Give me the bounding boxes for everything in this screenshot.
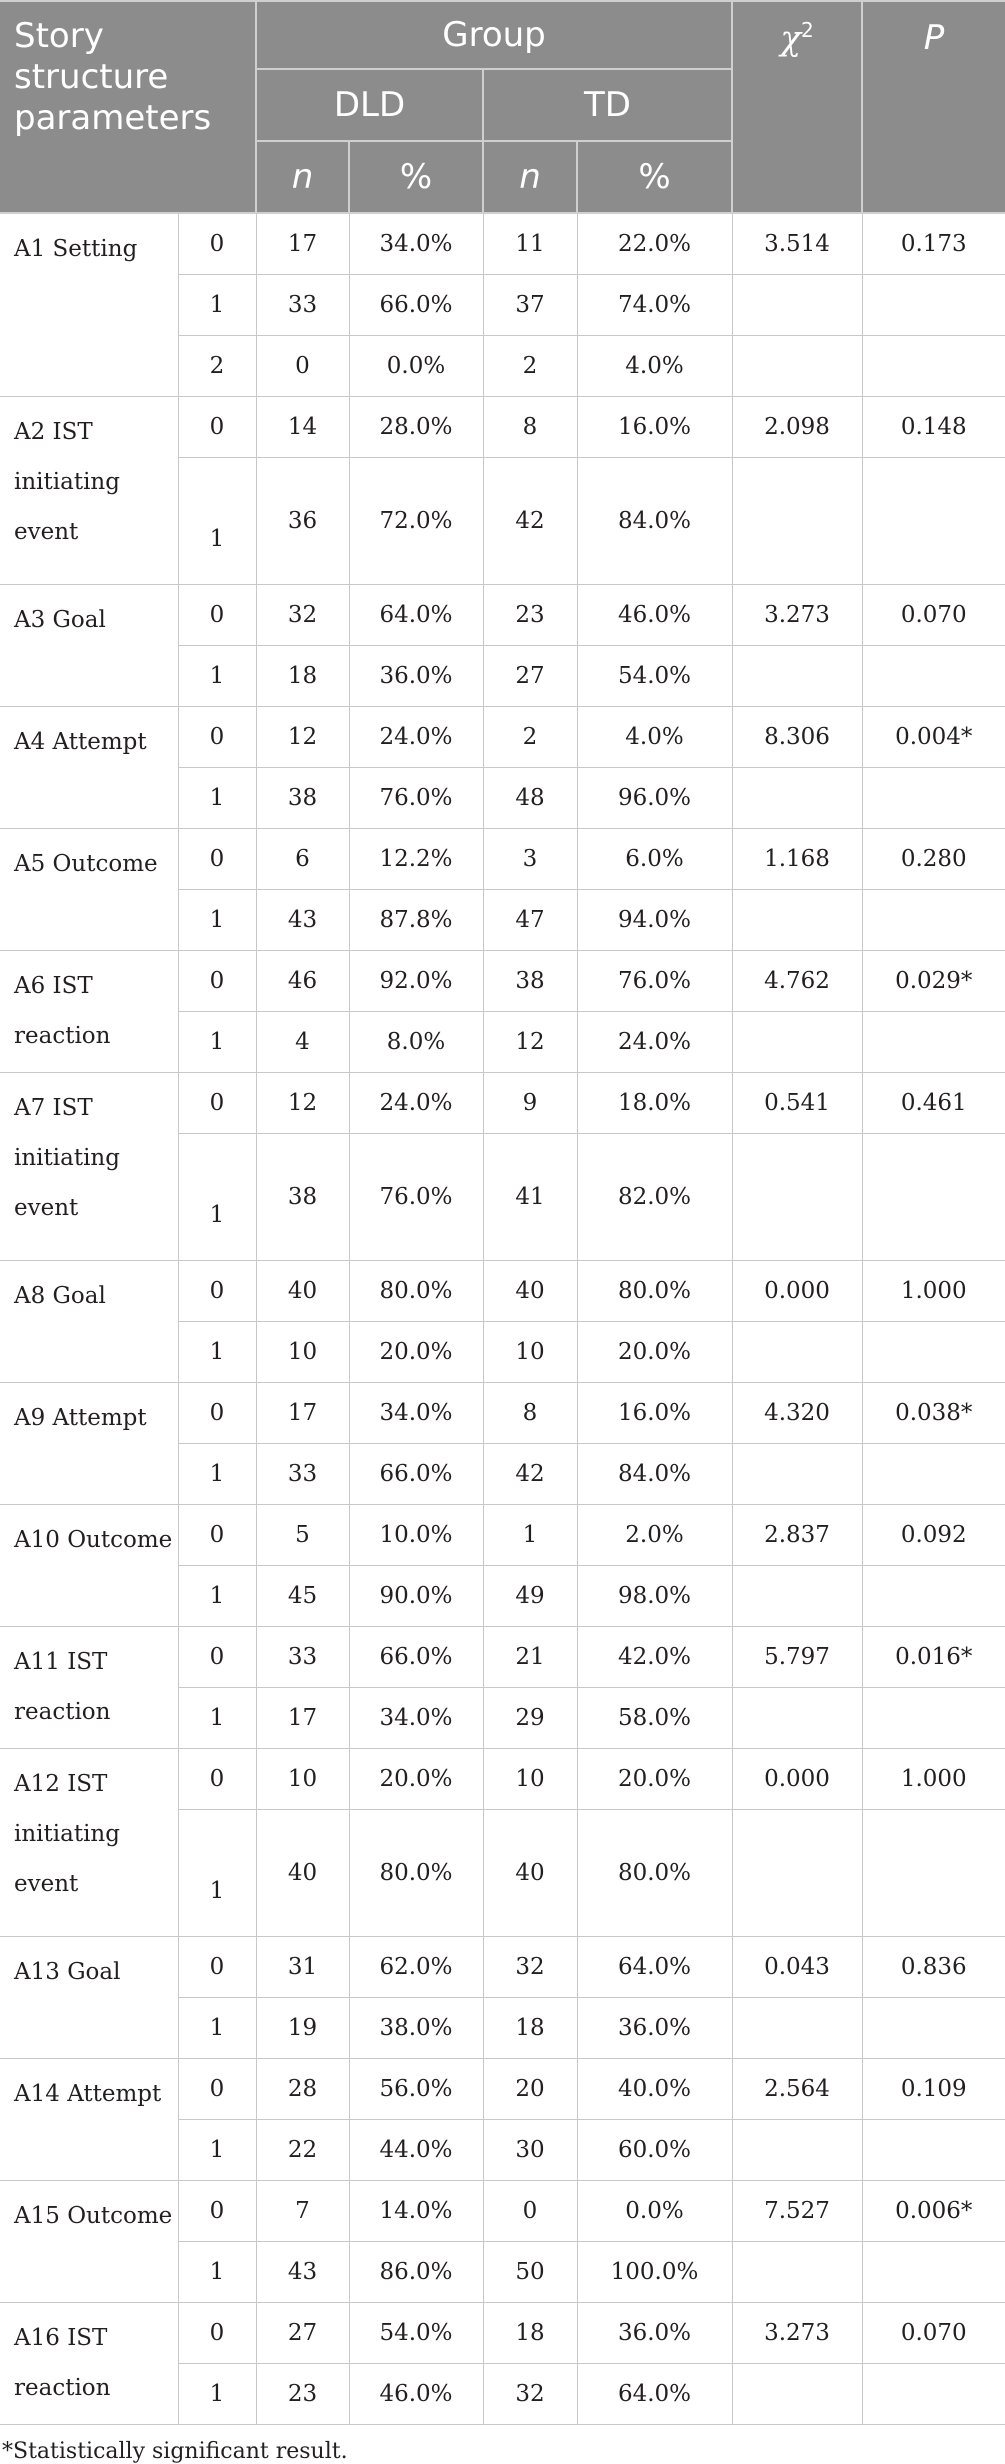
dld-percent-cell: 86.0%: [349, 2242, 483, 2303]
td-percent-cell: 18.0%: [577, 1073, 732, 1134]
dld-percent-cell: 64.0%: [349, 585, 483, 646]
td-percent-cell: 6.0%: [577, 829, 732, 890]
table-row: [0, 1383, 1005, 1444]
table-header: [0, 1, 1005, 213]
td-percent-cell: 98.0%: [577, 1566, 732, 1627]
p-value: 1.000: [862, 1749, 1005, 1810]
td-header: TD: [483, 69, 732, 141]
score-code: 0: [178, 1627, 256, 1688]
dld-percent-cell: 20.0%: [349, 1749, 483, 1810]
td-n-header: n: [483, 141, 577, 213]
parameter-label: A9 Attempt: [0, 1383, 178, 1505]
td-n-cell: 3: [483, 829, 577, 890]
empty-cell: [732, 1322, 862, 1383]
td-percent-cell: 20.0%: [577, 1322, 732, 1383]
p-value: 0.461: [862, 1073, 1005, 1134]
dld-n-cell: 31: [256, 1937, 349, 1998]
chi-square-value: 2.564: [732, 2059, 862, 2120]
parameter-label: A7 IST initiating event: [0, 1073, 178, 1261]
td-n-cell: 23: [483, 585, 577, 646]
dld-n-cell: 22: [256, 2120, 349, 2181]
chi-square-value: 2.098: [732, 397, 862, 458]
empty-cell: [862, 1566, 1005, 1627]
score-code: 0: [178, 1505, 256, 1566]
chi-symbol: χ: [780, 18, 801, 59]
dld-percent-cell: 36.0%: [349, 646, 483, 707]
dld-n-cell: 10: [256, 1749, 349, 1810]
table-row: [0, 397, 1005, 458]
td-percent-cell: 2.0%: [577, 1505, 732, 1566]
table-row: [0, 951, 1005, 1012]
empty-cell: [732, 1134, 862, 1261]
empty-cell: [862, 1012, 1005, 1073]
dld-percent-cell: 12.2%: [349, 829, 483, 890]
dld-n-cell: 40: [256, 1261, 349, 1322]
empty-cell: [862, 2242, 1005, 2303]
table-row: [0, 2303, 1005, 2364]
dld-n-cell: 0: [256, 336, 349, 397]
dld-n-cell: 4: [256, 1012, 349, 1073]
td-percent-cell: 36.0%: [577, 2303, 732, 2364]
td-n-cell: 8: [483, 1383, 577, 1444]
td-percent-cell: 46.0%: [577, 585, 732, 646]
dld-n-cell: 17: [256, 1383, 349, 1444]
empty-cell: [862, 1688, 1005, 1749]
chi-square-value: 0.000: [732, 1261, 862, 1322]
p-value: 0.038*: [862, 1383, 1005, 1444]
empty-cell: [732, 1566, 862, 1627]
empty-cell: [862, 1322, 1005, 1383]
dld-percent-cell: 10.0%: [349, 1505, 483, 1566]
dld-percent-cell: 90.0%: [349, 1566, 483, 1627]
footnote: *Statistically significant result.: [2, 2439, 348, 2464]
dld-n-cell: 27: [256, 2303, 349, 2364]
chi-square-value: 1.168: [732, 829, 862, 890]
empty-cell: [732, 890, 862, 951]
empty-cell: [732, 2364, 862, 2425]
chi-square-value: 5.797: [732, 1627, 862, 1688]
dld-percent-cell: 14.0%: [349, 2181, 483, 2242]
td-n-cell: 2: [483, 707, 577, 768]
p-value: 0.173: [862, 213, 1005, 275]
dld-percent-cell: 80.0%: [349, 1261, 483, 1322]
p-value: 0.148: [862, 397, 1005, 458]
td-n-cell: 42: [483, 458, 577, 585]
td-n-cell: 8: [483, 397, 577, 458]
score-code: 1: [178, 1688, 256, 1749]
chi-square-value: 3.273: [732, 2303, 862, 2364]
empty-cell: [862, 768, 1005, 829]
parameter-label: A14 Attempt: [0, 2059, 178, 2181]
dld-n-cell: 32: [256, 585, 349, 646]
td-n-cell: 1: [483, 1505, 577, 1566]
parameter-label: A2 IST initiating event: [0, 397, 178, 585]
table-row: [0, 213, 1005, 275]
parameter-label: A16 IST reaction: [0, 2303, 178, 2425]
table-row: [0, 1937, 1005, 1998]
parameter-label: A11 IST reaction: [0, 1627, 178, 1749]
td-n-cell: 20: [483, 2059, 577, 2120]
td-n-cell: 32: [483, 2364, 577, 2425]
table-body: [0, 213, 1005, 2425]
dld-n-cell: 38: [256, 1134, 349, 1261]
dld-percent-cell: 24.0%: [349, 707, 483, 768]
parameter-label: A4 Attempt: [0, 707, 178, 829]
td-n-cell: 9: [483, 1073, 577, 1134]
score-code: 2: [178, 336, 256, 397]
empty-cell: [732, 1012, 862, 1073]
td-percent-cell: 22.0%: [577, 213, 732, 275]
chi-square-value: 3.273: [732, 585, 862, 646]
score-code: 1: [178, 1998, 256, 2059]
td-n-cell: 2: [483, 336, 577, 397]
dld-n-cell: 17: [256, 1688, 349, 1749]
table-row: [0, 829, 1005, 890]
dld-n-cell: 17: [256, 213, 349, 275]
chi-square-value: 0.541: [732, 1073, 862, 1134]
td-percent-cell: 60.0%: [577, 2120, 732, 2181]
empty-cell: [732, 275, 862, 336]
chi-square-value: 4.762: [732, 951, 862, 1012]
empty-cell: [862, 2364, 1005, 2425]
parameter-label: A6 IST reaction: [0, 951, 178, 1073]
dld-percent-cell: 34.0%: [349, 1383, 483, 1444]
dld-n-cell: 36: [256, 458, 349, 585]
score-code: 1: [178, 2364, 256, 2425]
dld-n-cell: 40: [256, 1810, 349, 1937]
td-percent-cell: 74.0%: [577, 275, 732, 336]
dld-percent-cell: 66.0%: [349, 275, 483, 336]
td-n-cell: 11: [483, 213, 577, 275]
td-percent-cell: 0.0%: [577, 2181, 732, 2242]
td-percent-cell: 82.0%: [577, 1134, 732, 1261]
score-code: 1: [178, 890, 256, 951]
p-value: 0.836: [862, 1937, 1005, 1998]
p-value: 0.092: [862, 1505, 1005, 1566]
empty-cell: [732, 1688, 862, 1749]
dld-percent-cell: 87.8%: [349, 890, 483, 951]
dld-percent-cell: 20.0%: [349, 1322, 483, 1383]
dld-percent-cell: 66.0%: [349, 1627, 483, 1688]
td-n-cell: 0: [483, 2181, 577, 2242]
td-percent-cell: 16.0%: [577, 397, 732, 458]
table-row: [0, 2059, 1005, 2120]
dld-n-cell: 6: [256, 829, 349, 890]
td-percent-header: %: [577, 141, 732, 213]
score-code: 1: [178, 458, 256, 585]
empty-cell: [862, 2120, 1005, 2181]
score-code: 1: [178, 646, 256, 707]
dld-percent-cell: 66.0%: [349, 1444, 483, 1505]
empty-cell: [732, 2120, 862, 2181]
table-row: [0, 2181, 1005, 2242]
score-code: 0: [178, 2303, 256, 2364]
empty-cell: [862, 1134, 1005, 1261]
table-row: [0, 585, 1005, 646]
parameter-label: A12 IST initiating event: [0, 1749, 178, 1937]
td-n-cell: 21: [483, 1627, 577, 1688]
p-value: 0.070: [862, 2303, 1005, 2364]
dld-percent-cell: 24.0%: [349, 1073, 483, 1134]
parameter-label: A13 Goal: [0, 1937, 178, 2059]
td-percent-cell: 40.0%: [577, 2059, 732, 2120]
dld-n-cell: 43: [256, 890, 349, 951]
dld-percent-cell: 54.0%: [349, 2303, 483, 2364]
td-n-cell: 37: [483, 275, 577, 336]
dld-n-cell: 28: [256, 2059, 349, 2120]
score-code: 0: [178, 1937, 256, 1998]
td-n-cell: 10: [483, 1749, 577, 1810]
chi-square-value: 3.514: [732, 213, 862, 275]
dld-n-cell: 45: [256, 1566, 349, 1627]
score-code: 1: [178, 1566, 256, 1627]
dld-n-cell: 18: [256, 646, 349, 707]
dld-percent-cell: 28.0%: [349, 397, 483, 458]
td-n-cell: 42: [483, 1444, 577, 1505]
td-percent-cell: 24.0%: [577, 1012, 732, 1073]
dld-n-cell: 14: [256, 397, 349, 458]
dld-n-cell: 5: [256, 1505, 349, 1566]
td-percent-cell: 80.0%: [577, 1810, 732, 1937]
td-n-cell: 48: [483, 768, 577, 829]
td-n-cell: 10: [483, 1322, 577, 1383]
empty-cell: [732, 458, 862, 585]
empty-cell: [862, 275, 1005, 336]
dld-percent-cell: 72.0%: [349, 458, 483, 585]
score-code: 0: [178, 213, 256, 275]
dld-n-cell: 10: [256, 1322, 349, 1383]
dld-n-cell: 12: [256, 707, 349, 768]
td-n-cell: 40: [483, 1261, 577, 1322]
td-n-cell: 41: [483, 1134, 577, 1261]
score-code: 1: [178, 1444, 256, 1505]
dld-percent-cell: 38.0%: [349, 1998, 483, 2059]
td-percent-cell: 64.0%: [577, 1937, 732, 1998]
dld-n-cell: 33: [256, 1627, 349, 1688]
empty-cell: [732, 1998, 862, 2059]
td-n-cell: 49: [483, 1566, 577, 1627]
dld-n-cell: 19: [256, 1998, 349, 2059]
chi-square-value: 0.043: [732, 1937, 862, 1998]
score-code: 0: [178, 1261, 256, 1322]
empty-cell: [862, 458, 1005, 585]
score-code: 0: [178, 1073, 256, 1134]
dld-percent-header: %: [349, 141, 483, 213]
chi-square-header: [732, 1, 862, 213]
dld-percent-cell: 44.0%: [349, 2120, 483, 2181]
score-code: 1: [178, 2242, 256, 2303]
td-n-cell: 32: [483, 1937, 577, 1998]
dld-percent-cell: 76.0%: [349, 1134, 483, 1261]
score-code: 0: [178, 2181, 256, 2242]
story-structure-header: Story structure parameters: [0, 1, 256, 213]
td-percent-cell: 84.0%: [577, 1444, 732, 1505]
p-value: 0.070: [862, 585, 1005, 646]
td-n-cell: 12: [483, 1012, 577, 1073]
chi-square-value: 2.837: [732, 1505, 862, 1566]
group-header: Group: [256, 1, 732, 69]
chi-square-value: 4.320: [732, 1383, 862, 1444]
score-code: 1: [178, 1012, 256, 1073]
p-value: 0.006*: [862, 2181, 1005, 2242]
parameter-label: A10 Outcome: [0, 1505, 178, 1627]
parameter-label: A15 Outcome: [0, 2181, 178, 2303]
td-percent-cell: 58.0%: [577, 1688, 732, 1749]
empty-cell: [862, 1810, 1005, 1937]
empty-cell: [732, 646, 862, 707]
td-n-cell: 18: [483, 1998, 577, 2059]
parameter-label: A3 Goal: [0, 585, 178, 707]
td-percent-cell: 36.0%: [577, 1998, 732, 2059]
dld-percent-cell: 34.0%: [349, 213, 483, 275]
dld-percent-cell: 56.0%: [349, 2059, 483, 2120]
td-n-cell: 50: [483, 2242, 577, 2303]
td-percent-cell: 4.0%: [577, 336, 732, 397]
chi-exponent: 2: [800, 18, 814, 42]
p-value: 0.004*: [862, 707, 1005, 768]
td-percent-cell: 4.0%: [577, 707, 732, 768]
td-percent-cell: 100.0%: [577, 2242, 732, 2303]
dld-n-cell: 46: [256, 951, 349, 1012]
chi-square-value: 8.306: [732, 707, 862, 768]
empty-cell: [862, 336, 1005, 397]
dld-percent-cell: 92.0%: [349, 951, 483, 1012]
chi-square-value: 0.000: [732, 1749, 862, 1810]
score-code: 0: [178, 951, 256, 1012]
td-n-cell: 40: [483, 1810, 577, 1937]
dld-percent-cell: 8.0%: [349, 1012, 483, 1073]
dld-percent-cell: 46.0%: [349, 2364, 483, 2425]
p-value: 0.280: [862, 829, 1005, 890]
score-code: 1: [178, 768, 256, 829]
dld-percent-cell: 80.0%: [349, 1810, 483, 1937]
p-value: 0.016*: [862, 1627, 1005, 1688]
td-n-cell: 38: [483, 951, 577, 1012]
score-code: 0: [178, 1749, 256, 1810]
dld-n-cell: 23: [256, 2364, 349, 2425]
score-code: 1: [178, 275, 256, 336]
td-percent-cell: 84.0%: [577, 458, 732, 585]
table-row: [0, 1505, 1005, 1566]
td-n-cell: 27: [483, 646, 577, 707]
empty-cell: [732, 336, 862, 397]
table-row: [0, 1749, 1005, 1810]
dld-n-header: n: [256, 141, 349, 213]
table-row: [0, 1261, 1005, 1322]
table-row: [0, 1073, 1005, 1134]
td-n-cell: 47: [483, 890, 577, 951]
p-value: 0.029*: [862, 951, 1005, 1012]
td-percent-cell: 96.0%: [577, 768, 732, 829]
dld-percent-cell: 62.0%: [349, 1937, 483, 1998]
td-percent-cell: 54.0%: [577, 646, 732, 707]
dld-n-cell: 43: [256, 2242, 349, 2303]
parameter-label: A8 Goal: [0, 1261, 178, 1383]
score-code: 1: [178, 1322, 256, 1383]
score-code: 1: [178, 1810, 256, 1937]
td-percent-cell: 42.0%: [577, 1627, 732, 1688]
td-percent-cell: 80.0%: [577, 1261, 732, 1322]
dld-n-cell: 7: [256, 2181, 349, 2242]
p-value-header: P: [862, 1, 1005, 213]
td-percent-cell: 76.0%: [577, 951, 732, 1012]
chi-square-value: 7.527: [732, 2181, 862, 2242]
empty-cell: [732, 2242, 862, 2303]
score-code: 0: [178, 2059, 256, 2120]
dld-n-cell: 38: [256, 768, 349, 829]
td-percent-cell: 16.0%: [577, 1383, 732, 1444]
table-row: [0, 707, 1005, 768]
dld-n-cell: 33: [256, 275, 349, 336]
dld-percent-cell: 0.0%: [349, 336, 483, 397]
score-code: 0: [178, 585, 256, 646]
score-code: 0: [178, 397, 256, 458]
td-percent-cell: 20.0%: [577, 1749, 732, 1810]
dld-header: DLD: [256, 69, 483, 141]
td-percent-cell: 94.0%: [577, 890, 732, 951]
table-row: [0, 1627, 1005, 1688]
p-value: 1.000: [862, 1261, 1005, 1322]
dld-percent-cell: 76.0%: [349, 768, 483, 829]
parameter-label: A5 Outcome: [0, 829, 178, 951]
empty-cell: [732, 1444, 862, 1505]
score-code: 0: [178, 829, 256, 890]
td-n-cell: 29: [483, 1688, 577, 1749]
score-code: 0: [178, 1383, 256, 1444]
td-percent-cell: 64.0%: [577, 2364, 732, 2425]
empty-cell: [862, 1444, 1005, 1505]
dld-percent-cell: 34.0%: [349, 1688, 483, 1749]
parameter-label: A1 Setting: [0, 213, 178, 397]
score-code: 0: [178, 707, 256, 768]
score-code: 1: [178, 2120, 256, 2181]
empty-cell: [862, 646, 1005, 707]
empty-cell: [862, 890, 1005, 951]
score-code: 1: [178, 1134, 256, 1261]
td-n-cell: 18: [483, 2303, 577, 2364]
empty-cell: [862, 1998, 1005, 2059]
dld-n-cell: 12: [256, 1073, 349, 1134]
p-value: 0.109: [862, 2059, 1005, 2120]
td-n-cell: 30: [483, 2120, 577, 2181]
empty-cell: [732, 768, 862, 829]
empty-cell: [732, 1810, 862, 1937]
dld-n-cell: 33: [256, 1444, 349, 1505]
